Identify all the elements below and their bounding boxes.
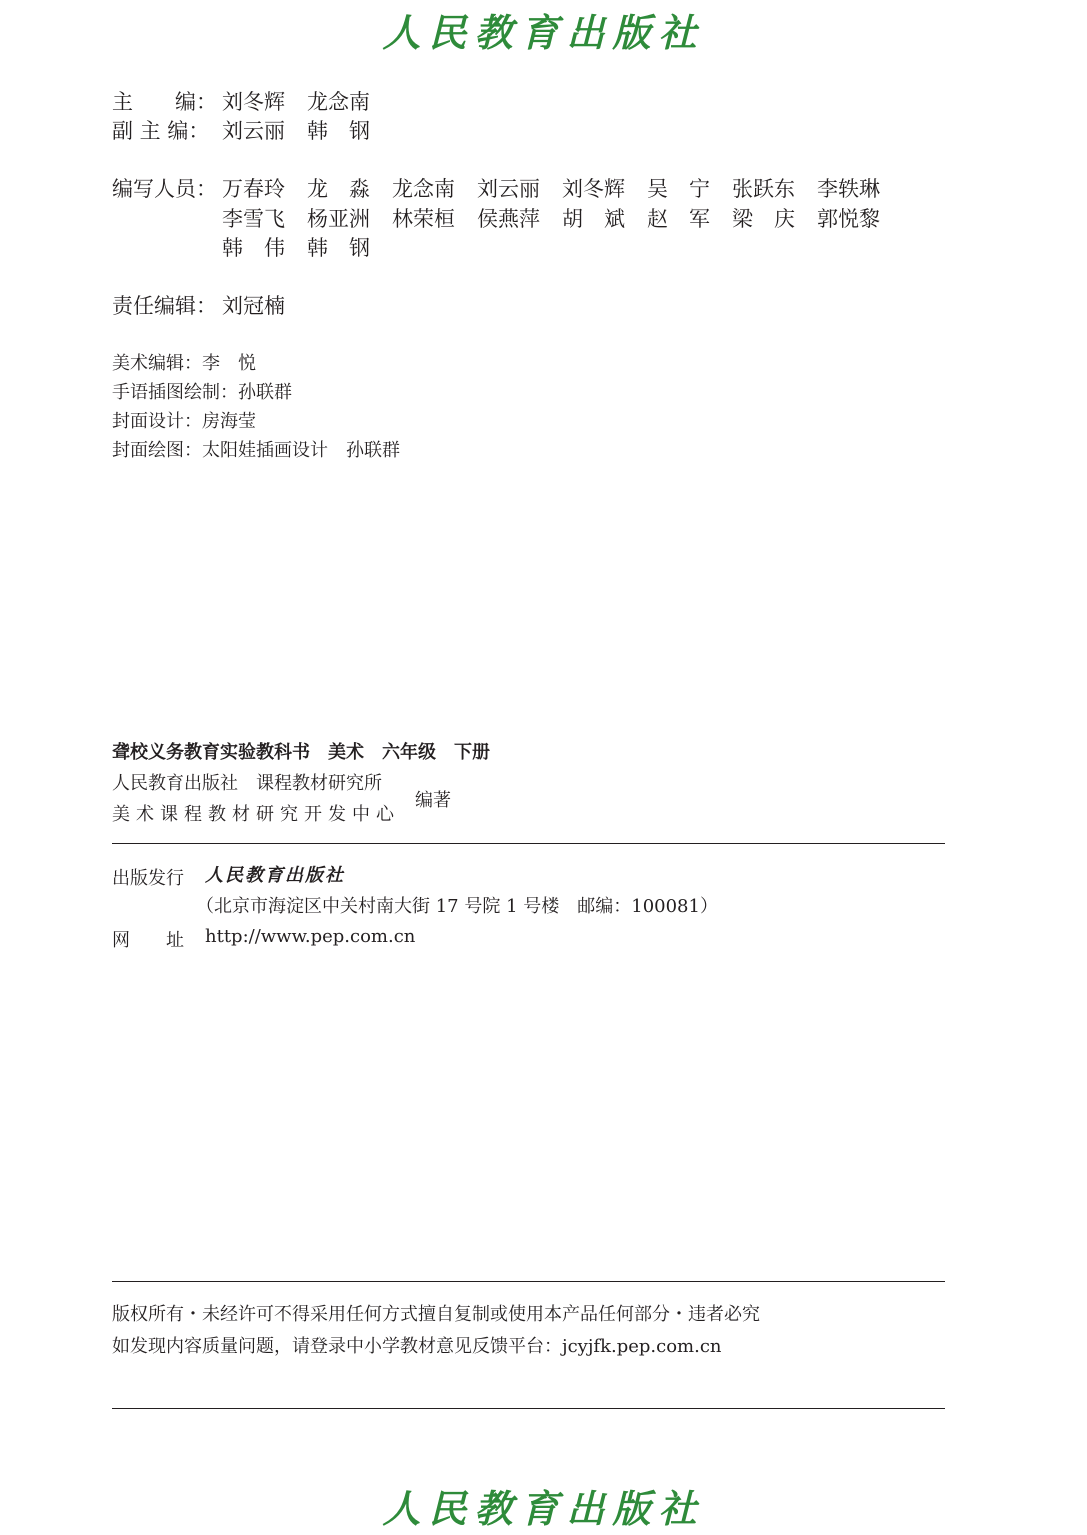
deputy-editor-name: 韩 钢 (307, 119, 370, 143)
writers-label: 编写人员： (112, 177, 217, 201)
writer-name: 郭悦黎 (817, 207, 880, 231)
writer-name: 林荣桓 (392, 207, 455, 231)
writer-name: 刘冬辉 (562, 177, 625, 201)
divider (112, 1281, 945, 1282)
responsible-editor-label: 责任编辑： (112, 294, 217, 318)
publisher-logo-inline: 人民教育出版社 (205, 865, 345, 886)
responsible-editor-row (112, 290, 217, 320)
writer-name: 张跃东 (732, 177, 795, 201)
org-line-1: 人民教育出版社 课程教材研究所 (112, 773, 382, 794)
chief-editor-name: 刘冬辉 (222, 90, 285, 114)
responsible-editor-name: 刘冠楠 (222, 294, 285, 318)
writer-name: 李雪飞 (222, 207, 285, 231)
chief-editor-row (112, 86, 217, 116)
writer-name: 吴 宁 (647, 177, 710, 201)
writer-name: 杨亚洲 (307, 207, 370, 231)
compiled-label: 编著 (415, 790, 451, 811)
writer-name: 龙念南 (392, 177, 455, 201)
writer-name: 刘云丽 (477, 177, 540, 201)
chief-editor-label: 主 编： (112, 90, 217, 114)
writers-row (112, 173, 217, 203)
writers-line-3 (222, 232, 392, 262)
deputy-editor-row (112, 115, 209, 145)
deputy-editor-names (222, 115, 392, 145)
writer-name: 龙 淼 (307, 177, 370, 201)
writer-name: 赵 军 (647, 207, 710, 231)
writers-line-2 (222, 203, 902, 233)
divider (112, 843, 945, 844)
chief-editor-names (222, 86, 392, 116)
cover-illustration: 封面绘图：太阳娃插画设计 孙联群 (112, 440, 400, 461)
writer-name: 胡 斌 (562, 207, 625, 231)
feedback-notice: 如发现内容质量问题，请登录中小学教材意见反馈平台：jcyjfk.pep.com.cn (112, 1336, 722, 1357)
art-editor: 美术编辑：李 悦 (112, 353, 256, 374)
writer-name: 梁 庆 (732, 207, 795, 231)
deputy-editor-name: 刘云丽 (222, 119, 285, 143)
divider (112, 1408, 945, 1409)
copyright-notice: 版权所有・未经许可不得采用任何方式擅自复制或使用本产品任何部分・违者必究 (112, 1304, 760, 1325)
book-title: 聋校义务教育实验教科书 美术 六年级 下册 (112, 742, 490, 763)
writer-name: 韩 伟 (222, 236, 285, 260)
deputy-editor-label: 副 主 编： (112, 119, 210, 143)
chief-editor-name: 龙念南 (307, 90, 370, 114)
publisher-logo-top: 人民教育出版社 (382, 10, 705, 55)
cover-design: 封面设计：房海莹 (112, 411, 256, 432)
publishing-label: 出版发行 (112, 868, 184, 889)
sign-illustration: 手语插图绘制：孙联群 (112, 382, 292, 403)
writer-name: 韩 钢 (307, 236, 370, 260)
publisher-address: （北京市海淀区中关村南大街 17 号院 1 号楼 邮编：100081） (196, 896, 718, 917)
website-link[interactable]: http://www.pep.com.cn (205, 926, 416, 947)
writer-name: 李轶琳 (817, 177, 880, 201)
writer-name: 侯燕萍 (477, 207, 540, 231)
publisher-logo-bottom: 人民教育出版社 (382, 1486, 705, 1531)
website-label: 网 址 (112, 930, 184, 951)
org-line-2: 美术课程教材研究开发中心 (112, 804, 400, 825)
writer-name: 万春玲 (222, 177, 285, 201)
writers-line-1 (222, 173, 902, 203)
